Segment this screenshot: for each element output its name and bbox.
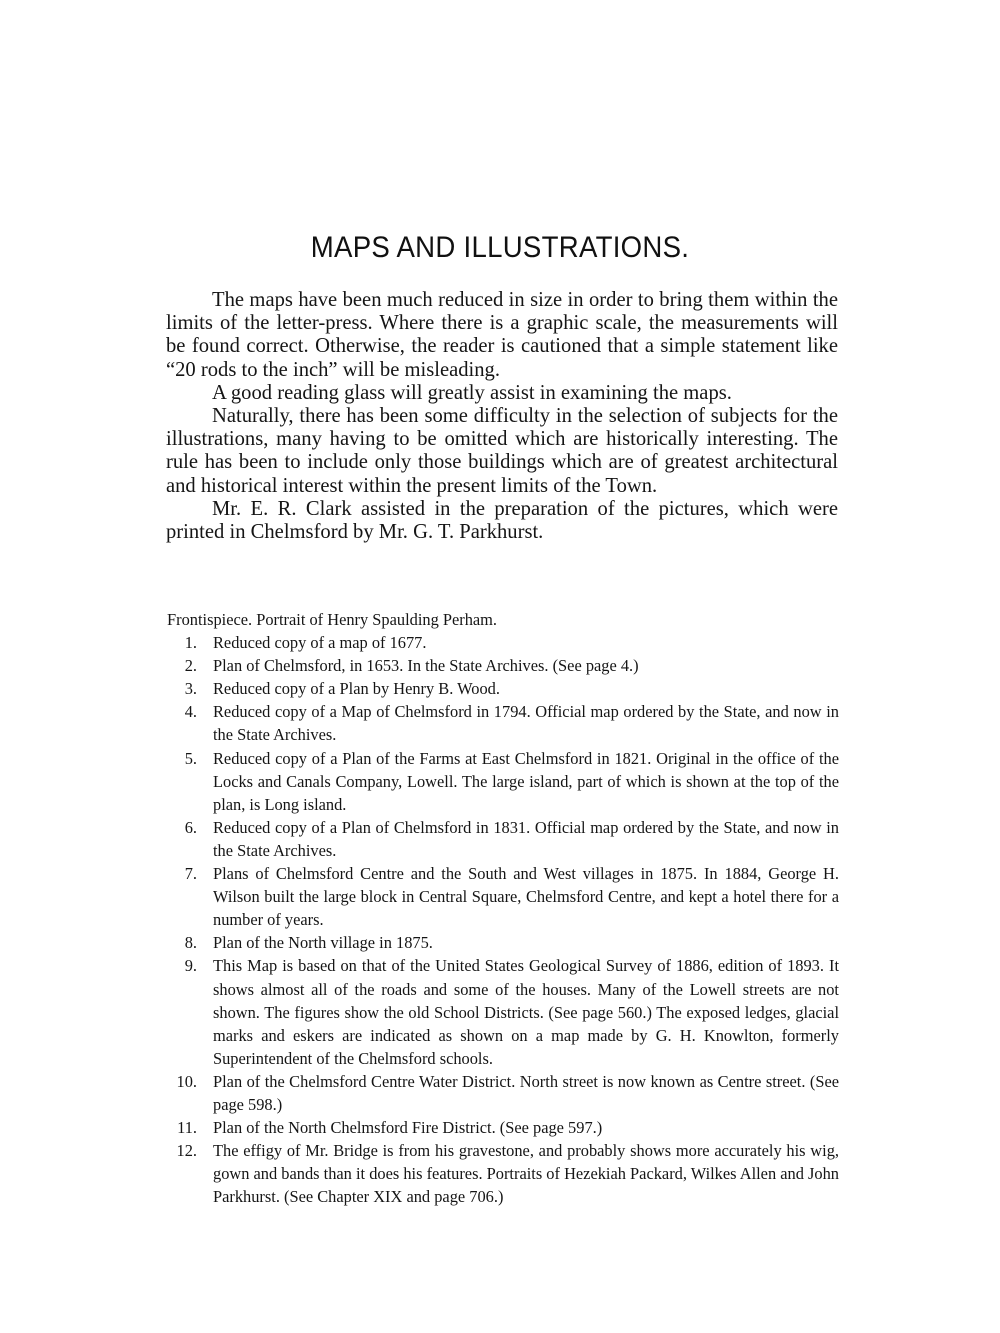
item-text: Plan of the North village in 1875.	[213, 933, 433, 953]
item-number: 4.	[184, 702, 197, 722]
list-item	[167, 1116, 839, 1139]
item-number: 10.	[176, 1071, 197, 1091]
item-text: Reduced copy of a Plan of the Farms at East Chelmsford in 1821. Original in the office of the Locks and Canals Company, Lowell. The large island, part of which is shown at the top of the plan, is Long island.	[213, 748, 839, 814]
item-number: 8.	[184, 933, 197, 953]
item-number: 7.	[184, 864, 197, 884]
list-item	[167, 954, 839, 1069]
frontispiece-entry: Frontispiece. Portrait of Henry Spaulding Perham.	[167, 610, 498, 629]
list-item	[167, 747, 839, 816]
item-text: This Map is based on that of the United States Geological Survey of 1886, edition of 1893. It shows almost all of the roads and some of the houses. Many of the Lowell streets are not shown. The figures show the old School Districts. (See page 560.) The exposed ledges, glacial marks and eskers are indicated as shown on a map made by G. H. Knowlton, formerly Superintendent of the Chelmsford schools.	[213, 956, 839, 1068]
intro-paragraph: A good reading glass will greatly assist in examining the maps.	[212, 381, 732, 404]
item-text: Plan of Chelmsford, in 1653. In the State Archives. (See page 4.)	[213, 656, 639, 676]
item-text: The effigy of Mr. Bridge is from his gravestone, and probably shows more accurately his wig, gown and bands than it does his features. Portraits of Hezekiah Packard, Wilkes Allen and John Parkhurst. (See Chapter XIX and page 706.)	[213, 1141, 839, 1207]
intro-text	[166, 289, 838, 544]
list-item	[167, 654, 839, 677]
list-item	[167, 1070, 839, 1116]
list-item	[167, 931, 839, 954]
list-item	[167, 1139, 839, 1208]
item-number: 11.	[177, 1118, 197, 1138]
item-text: Reduced copy of a Map of Chelmsford in 1794. Official map ordered by the State, and now in the State Archives.	[213, 702, 839, 745]
item-number: 1.	[184, 633, 197, 653]
item-number: 6.	[184, 817, 197, 837]
list-items	[167, 631, 839, 1208]
list-item	[167, 700, 839, 746]
list-item	[167, 862, 839, 931]
item-text: Plan of the North Chelmsford Fire District. (See page 597.)	[213, 1118, 603, 1138]
illustrations-list	[167, 608, 839, 1208]
item-text: Plan of the Chelmsford Centre Water District. North street is now known as Centre street. (See page 598.)	[213, 1071, 839, 1114]
item-text: Plans of Chelmsford Centre and the South and West villages in 1875. In 1884, George H. Wilson built the large block in Central Square, Chelmsford Centre, and kept a hotel there for a number of years.	[213, 864, 839, 930]
item-text: Reduced copy of a map of 1677.	[213, 633, 427, 653]
list-item	[167, 631, 839, 654]
item-text: Reduced copy of a Plan of Chelmsford in 1831. Official map ordered by the State, and now in the State Archives.	[213, 817, 839, 860]
intro-paragraph: Mr. E. R. Clark assisted in the preparation of the pictures, which were printed in Chelmsford by Mr. G. T. Parkhurst.	[166, 497, 838, 544]
item-text: Reduced copy of a Plan by Henry B. Wood.	[213, 679, 500, 699]
page-title: MAPS AND ILLUSTRATIONS.	[310, 231, 690, 264]
item-number: 12.	[176, 1141, 197, 1161]
list-item	[167, 816, 839, 862]
intro-paragraph: The maps have been much reduced in size in order to bring them within the limits of the letter-press. Where there is a graphic scale, the measurements will be found correct. Otherwise, the reader is cautioned that a simple statement like “20 rods to the inch” will be misleading.	[166, 289, 838, 381]
list-item	[167, 677, 839, 700]
item-number: 9.	[184, 956, 197, 976]
item-number: 5.	[184, 748, 197, 768]
item-number: 2.	[184, 656, 197, 676]
item-number: 3.	[184, 679, 197, 699]
intro-paragraph: Naturally, there has been some difficulty in the selection of subjects for the illustrations, many having to be omitted which are historically interesting. The rule has been to include only those buildings which are of greatest architectural and historical interest within the present limits of the Town.	[166, 405, 838, 497]
